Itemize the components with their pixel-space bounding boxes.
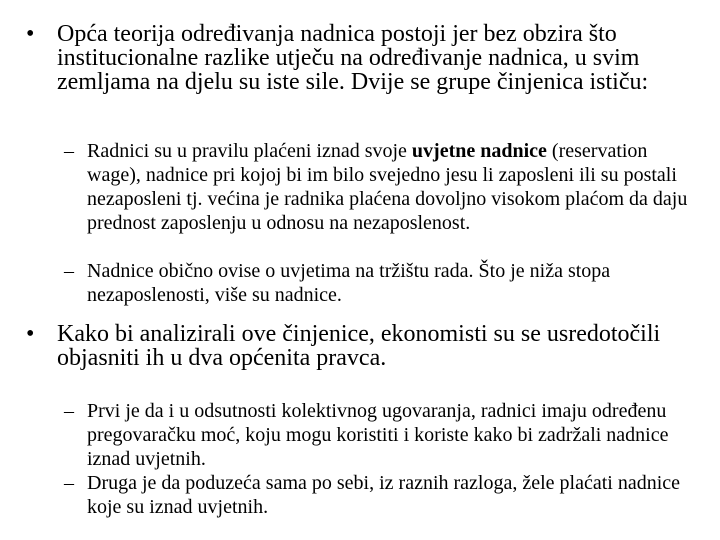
bullet-marker: • bbox=[26, 321, 35, 347]
sub-bullet-text-before: Radnici su u pravilu plaćeni iznad svoje bbox=[87, 140, 412, 162]
sub-bullet-text-after: (reservation wage), nadnice pri kojoj bi im bilo svejedno jesu li zaposleni ili su postali nezaposleni tj. većina je radnika plaćena dovoljno visokom plaćom da daju prednost zaposlenju u odnosu na nezaposlenost. bbox=[87, 140, 688, 234]
sub-bullet-item bbox=[64, 259, 704, 307]
dash-marker: – bbox=[64, 260, 74, 282]
dash-marker: – bbox=[64, 400, 74, 422]
sub-bullet-text: Nadnice obično ovise o uvjetima na tržištu rada. Što je niža stopa nezaposlenosti, više su nadnice. bbox=[87, 260, 611, 306]
sub-bullet-item bbox=[64, 139, 704, 235]
bullet-text: Opća teorija određivanja nadnica postoji jer bez obzira što institucionalne razlike utječu na određivanje nadnica, u svim zemljama na djelu su iste sile. Dvije se grupe činjenica ističu: bbox=[57, 21, 649, 95]
dash-marker: – bbox=[64, 472, 74, 494]
bullet-text: Kako bi analizirali ove činjenice, ekonomisti su se usredotočili objasniti ih u dva općenita pravca. bbox=[57, 321, 661, 371]
sub-bullet-text: Druga je da poduzeća sama po sebi, iz raznih razloga, žele plaćati nadnice koje su iznad uvjetnih. bbox=[87, 472, 681, 518]
sub-bullet-text bbox=[87, 139, 704, 235]
bold-term: uvjetne nadnice bbox=[411, 140, 547, 162]
dash-marker: – bbox=[64, 140, 74, 162]
sub-bullet-text: Prvi je da i u odsutnosti kolektivnog ugovaranja, radnici imaju određenu pregovaračku moć, koju mogu koristiti i koriste kako bi zadržali nadnice iznad uvjetnih. bbox=[87, 400, 669, 470]
bullet-marker: • bbox=[26, 21, 35, 47]
bullet-item bbox=[26, 22, 706, 94]
sub-bullet-item bbox=[64, 399, 704, 471]
sub-bullet-item bbox=[64, 471, 704, 519]
bullet-item bbox=[26, 322, 706, 370]
